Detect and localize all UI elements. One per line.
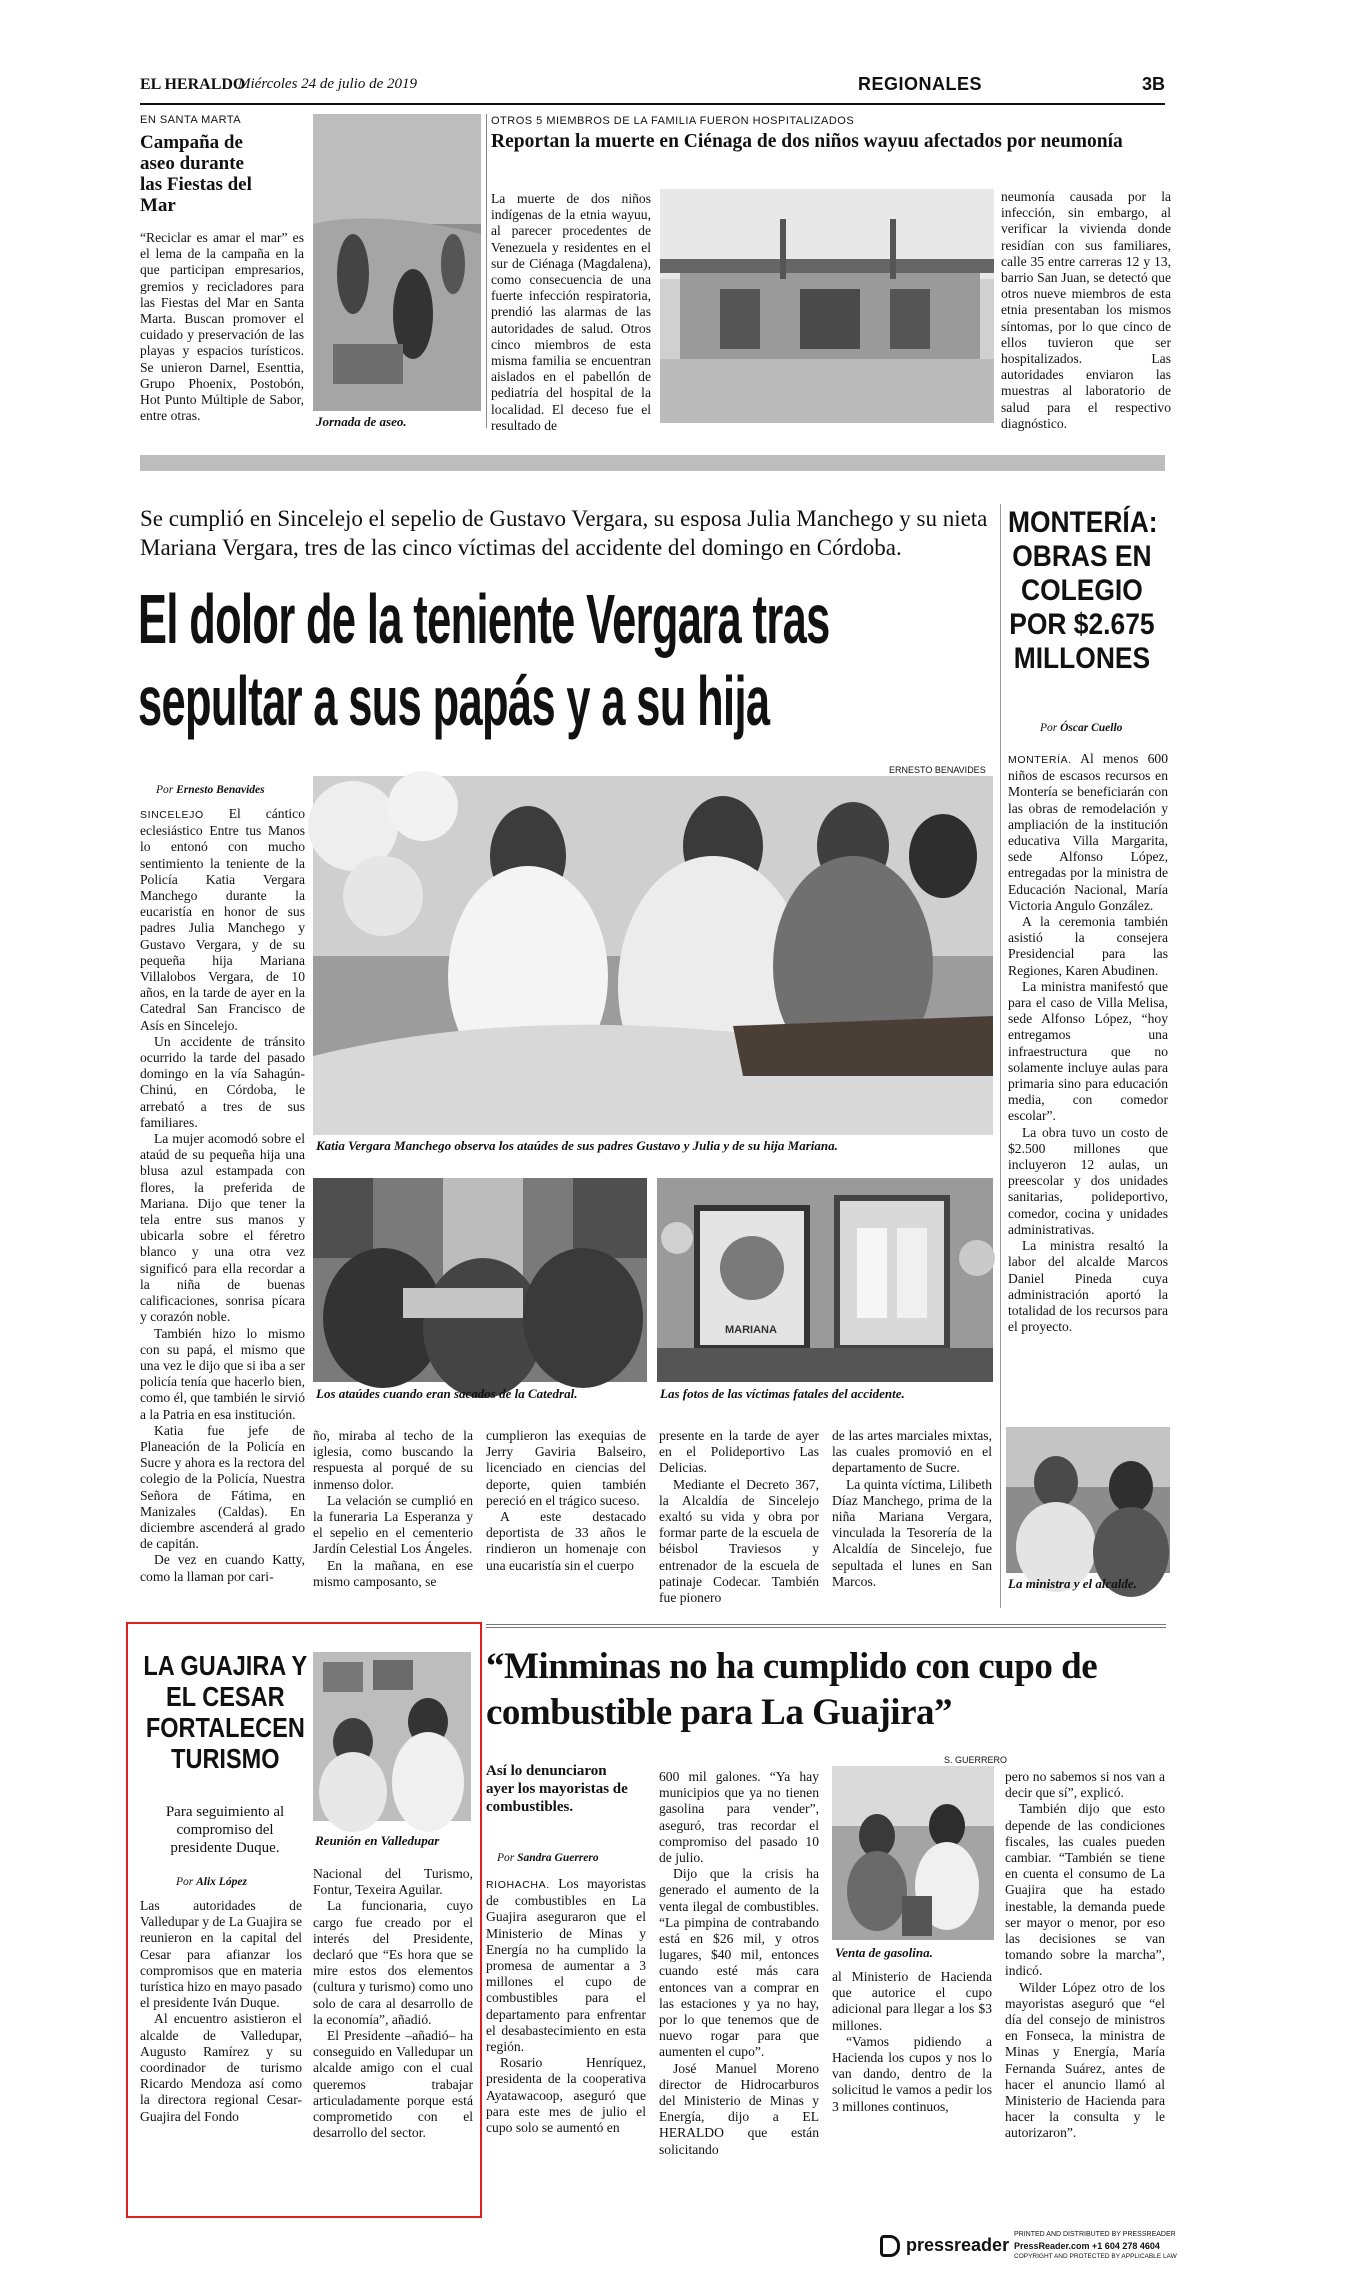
gasoline-sale-photo [832,1766,994,1940]
pressreader-logo: pressreader [906,2235,1010,2255]
turismo-col-1: Las autoridades de Valledupar y de La Guajira se reunieron en la capital del Cesar para afianzar los compromisos que en materia turística hizo en mayo pasado el presidente Iván Duque. Al encuentro asistieron el alcalde de Valledupar, Augusto Ramírez y su coordinador de turismo Ricardo Mendoza así como la directora regional Cesar-Guajira del Fondo [140,1898,302,2124]
brief-body: “Reciclar es amar el mar” es el lema de la campaña en la que participan empresarios, gremios y recicladores para las Fiestas del Mar en Santa Marta. Buscan promover el cuidado y preservación de las playas y espacios turísticos. Se unieron Darnel, Esenttia, Grupo Phoenix, Postobón, Hot Punto Múltiple de Sabor, entre otras. [140,230,304,424]
main-dateline: SINCELEJO [140,809,204,821]
main-story-byline [156,784,265,796]
minminas-col-4: pero no sabemos si nos van a decir que sí”, explicó. También dijo que esto depende de las condiciones fiscales, las cuales pueden cambiar. “También se tiene en cuenta el consumo de La Guajira que ha estado inestable, la demanda puede ser mayor o menor, por eso las decisiones se van tomando sobre la marcha”, indicó. Wilder López otro de los mayoristas aseguró que “el día del consejo de ministros en Fonseca, la ministra de Minas y Energía, María Fernanda Suárez, antes de hacer el anuncio llamó al Ministerio de Hacienda para hacer la consulta y le autorizaron”. [1005,1769,1165,2141]
beach-cleanup-photo [313,114,481,411]
minminas-lead: Los mayoristas de combustibles en La Guajira aseguraron que el Ministerio de Minas y Energía no ha cumplido la promesa de aumentar a 3 millones el cupo de combustibles para el departamento para enfrentar el desabastecimiento en esta región. [486,1876,646,2055]
main-col-left: SINCELEJO El cántico eclesiástico Entre tus Manos lo entonó con mucho sentimiento la teniente de la Policía Katia Vergara Manchego durante la eucaristía en honor de sus padres Julia Manchego y Gustavo Vergara, y de su pequeña hija Mariana Villalobos Vergara, de 10 años, en la tarde de ayer en la Catedral San Francisco de Asís en Sincelejo. Un accidente de tránsito ocurrido la tarde del pasado domingo en la vía Sahagún-Chinú, en Córdoba, le arrebató a tres de sus familiares. La mujer acomodó sobre el ataúd de su pequeña hija una blusa azul estampada con flores, la preferida de Mariana. Dijo que tener la tela entre sus manos y ubicarla sobre el féretro blanco y una otra vez significó para ella recordar a la niña de buenas calificaciones, sonrisa pícara y corazón noble. También hizo lo mismo con su papá, el mismo que una vez le dijo que si iba a ser policía tenía que hacerlo bien, como él, que también le sirvió a la Patria en esa institución. Katia fue jefe de Planeación de la Policía en Sucre y ahora es la rectora del colegio de la Policía, Nuestra Señora de Fátima, en Manizales (Caldas). En diciembre ascenderá al grado de capitán. De vez en cuando Katty, como la llaman por cari- [140,806,305,1584]
turismo-headline: LA GUAJIRA Y EL CESAR FORTALECEN TURISMO [143,1650,308,1774]
main-photo-caption: Katia Vergara Manchego observa los ataúdes de sus padres Gustavo y Julia y de su hija Mariana. [316,1138,838,1153]
turismo-deck: Para seguimiento al compromiso del presidente Duque. [165,1804,285,1856]
main-col-4: presente en la tarde de ayer en el Polideportivo Las Delicias. Mediante el Decreto 367, la Alcaldía de Sincelejo exaltó su vida y obra por formar parte de la escuela de béisbol Traviesos y entrenador de la escuela de patinaje Codecar. También fue pionero [659,1428,819,1606]
wayuu-kicker: OTROS 5 MIEMBROS DE LA FAMILIA FUERON HOSPITALIZADOS [491,115,855,127]
hospital-photo [660,189,994,423]
masthead-rule [140,103,1165,105]
wayuu-headline: Reportan la muerte en Ciénaga de dos niños wayuu afectados por neumonía [491,131,1123,152]
brief-kicker: EN SANTA MARTA [140,114,242,126]
minminas-col-3: al Ministerio de Hacienda que autorice el cupo adicional para llegar a los $3 millones. “Vamos pidiendo a Hacienda los cupos y nos lo van dando, dentro de la solicitud le vamos a pedir los 3 millones continuos, [832,1969,992,2114]
monteria-byline-prefix: Por [1040,722,1058,734]
monteria-caption: La ministra y el alcalde. [1008,1576,1137,1591]
gasoline-caption: Venta de gasolina. [835,1945,933,1960]
pressreader-line1: PRINTED AND DISTRIBUTED BY PRESSREADER [1014,2231,1176,2238]
byline-prefix: Por [156,784,174,796]
minminas-col-1: RIOHACHA. Los mayoristas de combustibles en La Guajira aseguraron que el Ministerio de Minas y Energía no ha cumplido la promesa de aumentar a 3 millones el cupo de combustibles para el departamento para enfrentar el desabastecimiento en esta región. Rosario Henríquez, presidenta de la cooperativa Ayatawacoop, aseguró que para este mes de julio el cupo solo se aumentó en [486,1876,646,2136]
byline-name: Ernesto Benavides [176,784,265,796]
vrule-brief [486,114,487,428]
minminas-headline: “Minminas no ha cumplido con cupo de combustible para La Guajira” [486,1646,1098,1733]
minminas-deck: Así lo denunciaron ayer los mayoristas de combustibles. [486,1763,628,1815]
pressreader-badge [880,2229,1177,2263]
monteria-byline-name: Óscar Cuello [1060,722,1123,734]
pressreader-line2: PressReader.com +1 604 278 4604 [1014,2241,1160,2251]
mariana-photo-label: MARIANA [725,1324,777,1336]
main-lead: El cántico eclesiástico Entre tus Manos lo entonó con mucho sentimiento la teniente de la Policía Katia Vergara Manchego durante la eucaristía en honor de sus padres Julia Manchego y Gustavo Vergara, y de su pequeña hija Mariana Villalobos Vergara, de 10 años, en la tarde de ayer en la Catedral San Francisco de Asís en Sincelejo. [140,806,305,1033]
turismo-byline-name: Alix López [196,1876,247,1888]
turismo-byline [176,1876,247,1888]
brief-photo-caption: Jornada de aseo. [316,414,407,429]
wayuu-col-2: neumonía causada por la infección, sin embargo, al verificar la vivienda donde residían con sus familiares, calle 35 entre carreras 12 y 13, barrio San Juan, se detectó que otros nueve miembros de esta etnia presentaban los mismos síntomas, por lo que cinco de ellos tuvieron que ser hospitalizados. Las autoridades enviaron las muestras al laboratorio de salud para el respectivo diagnóstico. [1001,189,1171,431]
turismo-byline-prefix: Por [176,1876,194,1888]
turismo-caption: Reunión en Valledupar [315,1833,440,1848]
section-name: REGIONALES [858,74,983,94]
main-photo-credit: ERNESTO BENAVIDES [889,765,986,775]
brief-santa-marta [140,114,304,434]
coffins-caption: Los ataúdes cuando eran sacados de la Catedral. [316,1386,578,1401]
minister-mayor-photo [1006,1427,1170,1573]
issue-date: Miércoles 24 de julio de 2019 [238,76,417,92]
main-col-5: de las artes marciales mixtas, las cuales promovió en el departamento de Sucre. La quinta víctima, Lilibeth Díaz Manchego, prima de la niña Mariana Vergara, vinculada la Tesorería de la Alcaldía de Sincelejo, fue sepultada el lunes en San Marcos. [832,1428,992,1589]
minminas-byline-name: Sandra Guerrero [517,1852,599,1864]
coffins-cathedral-photo [313,1178,647,1382]
victims-caption: Las fotos de las víctimas fatales del accidente. [660,1386,905,1401]
minminas-photo-credit: S. GUERRERO [944,1755,1008,1765]
minminas-byline [497,1852,599,1864]
turismo-col-2: Nacional del Turismo, Fontur, Texeira Aguilar. La funcionaria, cuyo cargo fue creado por el interés del Presidente, declaró que “Es hora que se mire estos dos elementos (cultura y turismo) como uno solo de cara al desarrollo de la economía”, añadió. El Presidente –añadió– ha conseguido en Valledupar un alcalde amigo con el cual queremos trabajar articuladamente porque está comprometido con el desarrollo del sector. [313,1866,473,2141]
main-story-headline: El dolor de la teniente Vergara tras sepultar a sus papás y a su hija [138,580,830,740]
main-col-3: cumplieron las exequias de Jerry Gaviria Balseiro, licenciado en ciencias del deporte, quien también pereció en el trágico suceso. A este destacado deportista de 33 años le rindieron un homenaje con una eucaristía sin el cuerpo [486,1428,646,1573]
minminas-topline [486,1624,1166,1628]
valledupar-meeting-photo [313,1652,471,1821]
minminas-byline-prefix: Por [497,1852,515,1864]
main-story-deck: Se cumplió en Sincelejo el sepelio de Gustavo Vergara, su esposa Julia Manchego y su nieta Mariana Vergara, tres de las cinco víctimas del accidente del domingo en Córdoba. [140,506,988,560]
victims-photos-photo [657,1178,993,1382]
minminas-dateline: RIOHACHA. [486,1879,550,1891]
section-divider [140,455,1165,471]
pressreader-line3: COPYRIGHT AND PROTECTED BY APPLICABLE LAW [1014,2253,1177,2260]
vrule-monteria [1000,504,1001,1608]
monteria-headline: MONTERÍA: OBRAS EN COLEGIO POR $2.675 MILLONES [1008,506,1158,675]
paper-name: EL HERALDO [140,76,246,93]
monteria-body: MONTERÍA. Al menos 600 niños de escasos recursos en Montería se beneficiarán con las obras de remodelación y ampliación de la institución educativa Villa Margarita, sede Alfonso López, entregadas por la ministra de Educación Nacional, María Victoria Angulo González. A la ceremonia también asistió la consejera Presidencial para las Regiones, Karen Abudinen. La ministra manifestó que para el caso de Villa Melisa, sede Alfonso López, “hoy entregamos una infraestructura que no solamente incluye aulas para primaria sino para educación media, con comedor escolar”. La obra tuvo un costo de $2.500 millones que incluyeron 12 aulas, un preescolar y dos unidades sanitarias, polideportivo, comedor, cocina y unidades administrativas. La ministra resaltó la labor del alcalde Marcos Daniel Pineda cuya administración aportó la totalidad de los recursos para el proyecto. [1008,751,1168,1335]
monteria-byline [1040,722,1122,734]
brief-headline: Campaña de aseo durante las Fiestas del Mar [140,132,252,216]
page-number: 3B [1141,74,1165,94]
masthead [140,72,1165,102]
main-funeral-photo [313,776,993,1135]
pressreader-logo-mark [880,2235,900,2257]
wayuu-col-1: La muerte de dos niños indígenas de la etnia wayuu, al parecer procedentes de Venezuela y residentes en el sur de Ciénaga (Magdalena), como consecuencia de una fuerte infección respiratoria, prendió las alarmas de las autoridades de salud. Otros cinco miembros de esta misma familia se encuentran aislados en el pabellón de pediatría del hospital de la localidad. El deceso fue el resultado de [491,191,651,433]
main-col-2: ño, miraba al techo de la iglesia, como buscando la respuesta al porqué de su inmenso dolor. La velación se cumplió en la funeraria La Esperanza y el sepelio en el cementerio Jardín Celestial Los Ángeles. En la mañana, en ese mismo camposanto, se [313,1428,473,1589]
minminas-col-2: 600 mil galones. “Ya hay municipios que ya no tienen gasolina para vender”, aseguró, tras recordar el compromiso del pasado 10 de julio. Dijo que la crisis ha generado el aumento de la venta ilegal de combustibles. “La pimpina de contrabando está en $26 mil, y otros lugares, $40 mil, entonces cuando esté más cara entonces van a comprar en las estaciones y ya no hay, por lo que tenemos que de nuevo rogar para que aumenten el cupo”. José Manuel Moreno director de Hidrocarburos del Ministerio de Minas y Energía, dijo a EL HERALDO que están solicitando [659,1769,819,2157]
monteria-lead: Al menos 600 niños de escasos recursos en Montería se beneficiarán con las obras de remodelación y ampliación de la institución educativa Villa Margarita, sede Alfonso López, entregadas por la ministra de Educación Nacional, María Victoria Angulo González. [1008,751,1168,913]
monteria-dateline: MONTERÍA. [1008,754,1072,766]
